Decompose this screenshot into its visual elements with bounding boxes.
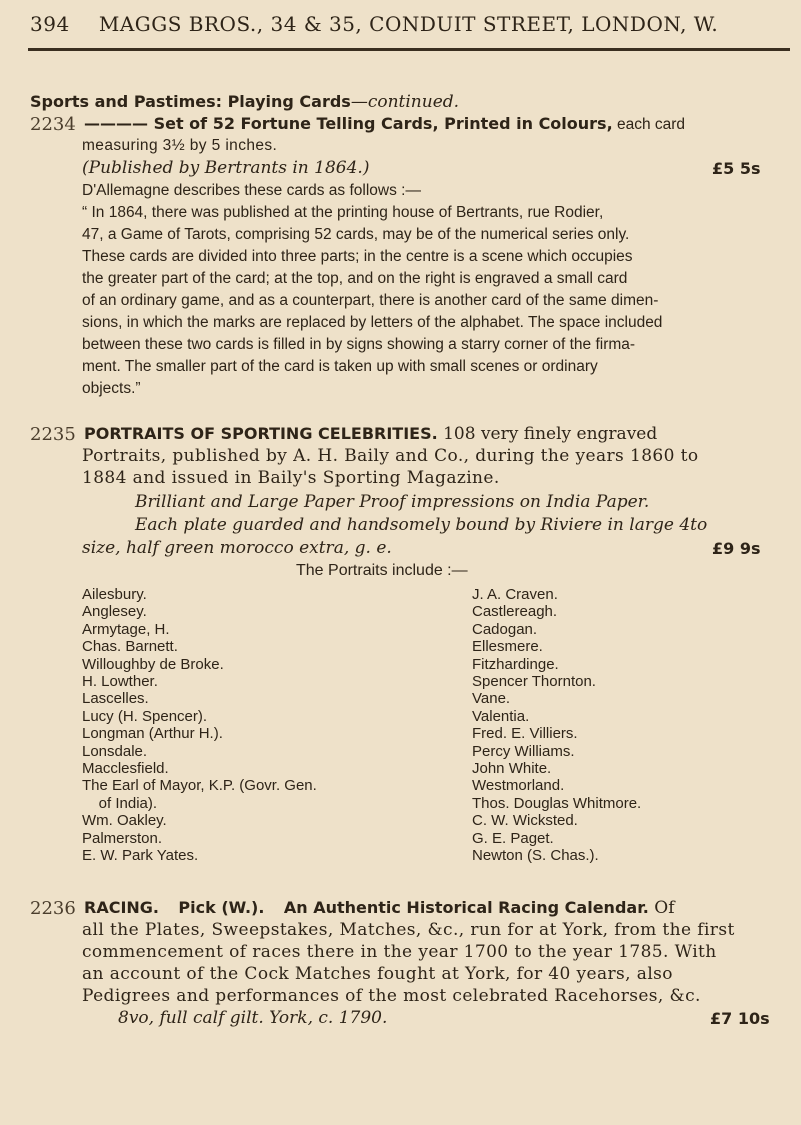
entry-2236-title-rest: Of bbox=[648, 898, 675, 918]
portrait-name: Cadogan. bbox=[472, 620, 538, 638]
entry-2235-line4: Brilliant and Large Paper Proof impressions on India Paper. bbox=[135, 492, 650, 512]
entry-2236-desc-0: all the Plates, Sweepstakes, Matches, &c., run for at York, from the first bbox=[82, 920, 735, 940]
entry-2236-imprint: 8vo, full calf gilt. York, c. 1790. bbox=[118, 1008, 388, 1028]
entry-2234-desc-1: “ In 1864, there was published at the printing house of Bertrants, rue Rodier, bbox=[82, 204, 604, 221]
entry-2235-line5: Each plate guarded and handsomely bound by Riviere in large 4to bbox=[135, 515, 708, 535]
portrait-name: J. A. Craven. bbox=[472, 586, 558, 603]
portrait-name: Anglesey. bbox=[82, 603, 147, 621]
running-header bbox=[30, 12, 790, 36]
portrait-name: Lascelles. bbox=[82, 690, 149, 708]
entry-2234-desc-0: D'Allemagne describes these cards as follows :— bbox=[82, 182, 421, 199]
entry-2235-title bbox=[84, 424, 657, 444]
portrait-name: Vane. bbox=[472, 690, 511, 708]
portraits-right-column bbox=[472, 586, 641, 865]
portrait-name: Lonsdale. bbox=[82, 742, 148, 760]
entry-2235-line3: 1884 and issued in Baily's Sporting Magazine. bbox=[82, 468, 500, 488]
section-heading-text: Sports and Pastimes: Playing Cards bbox=[30, 92, 351, 111]
portrait-name: Spencer Thornton. bbox=[472, 673, 596, 691]
entry-2234-desc-9: objects.” bbox=[82, 380, 141, 397]
entry-2236-desc-1: commencement of races there in the year 1700 to the year 1785. With bbox=[82, 942, 717, 962]
portrait-name: Macclesfield. bbox=[82, 760, 169, 778]
entry-number-2235: 2235 bbox=[30, 424, 76, 445]
entry-2234-desc-4: the greater part of the card; at the top, and on the right is engraved a small card bbox=[82, 270, 628, 287]
entry-2234-line2: measuring 3½ by 5 inches. bbox=[82, 137, 278, 154]
portrait-name: Newton (S. Chas.). bbox=[472, 847, 599, 865]
portrait-name: Chas. Barnett. bbox=[82, 638, 178, 656]
portrait-name: Palmerston. bbox=[82, 829, 163, 847]
entry-number-2236: 2236 bbox=[30, 898, 76, 919]
portrait-name: Valentia. bbox=[472, 707, 530, 725]
page-number: 394 bbox=[30, 12, 70, 36]
entry-2235-line2: Portraits, published by A. H. Baily and Co., during the years 1860 to bbox=[82, 446, 699, 466]
entry-2235-line6: size, half green morocco extra, g. e. bbox=[82, 538, 392, 558]
portrait-name: Armytage, H. bbox=[82, 620, 170, 638]
portrait-name: Ellesmere. bbox=[472, 638, 543, 656]
entry-2234-desc-6: sions, in which the marks are replaced by letters of the alphabet. The space included bbox=[82, 314, 663, 331]
portrait-name: Fred. E. Villiers. bbox=[472, 725, 578, 743]
entry-2236-title bbox=[84, 898, 675, 918]
entry-2234-published: (Published by Bertrants in 1864.) bbox=[82, 158, 370, 178]
portrait-name: C. W. Wicksted. bbox=[472, 812, 578, 830]
portrait-name: Westmorland. bbox=[472, 777, 565, 795]
section-heading bbox=[30, 92, 459, 112]
entry-number-2234: 2234 bbox=[30, 114, 76, 135]
entry-2234-desc-2: 47, a Game of Tarots, comprising 52 cards, may be of the numerical series only. bbox=[82, 226, 630, 243]
portrait-name: E. W. Park Yates. bbox=[82, 847, 199, 865]
portrait-name: Longman (Arthur H.). bbox=[82, 725, 223, 743]
portrait-name: Fitzhardinge. bbox=[472, 655, 559, 673]
entry-2236-author: Pick (W.). bbox=[178, 898, 265, 917]
running-title: MAGGS BROS., 34 & 35, CONDUIT STREET, LONDON, W. bbox=[98, 12, 719, 36]
entry-2236-price: £7 10s bbox=[710, 1009, 770, 1028]
entry-2235-title-bold: PORTRAITS OF SPORTING CELEBRITIES. bbox=[84, 424, 438, 443]
entry-2236-title2: An Authentic Historical Racing Calendar. bbox=[283, 898, 649, 917]
portraits-left-column bbox=[82, 586, 317, 865]
portrait-name: H. Lowther. bbox=[82, 673, 158, 691]
portrait-name: Willoughby de Broke. bbox=[82, 655, 224, 673]
entry-2236-desc-2: an account of the Cock Matches fought at York, for 40 years, also bbox=[82, 964, 673, 984]
portrait-name: G. E. Paget. bbox=[472, 829, 554, 847]
portrait-name: Castlereagh. bbox=[472, 603, 558, 621]
portrait-name: Lucy (H. Spencer). bbox=[82, 707, 208, 725]
entry-2234-title bbox=[84, 114, 685, 135]
entry-2234-desc-7: between these two cards is filled in by signs showing a starry corner of the firma- bbox=[82, 336, 636, 353]
entry-2234-price: £5 5s bbox=[712, 159, 761, 178]
portrait-name: The Earl of Mayor, K.P. (Govr. Gen. bbox=[82, 777, 317, 795]
entry-2235-portraits-intro: The Portraits include :— bbox=[296, 562, 468, 579]
entry-2236-desc-3: Pedigrees and performances of the most celebrated Racehorses, &c. bbox=[82, 986, 701, 1006]
entry-2234-desc-5: of an ordinary game, and as a counterpart, there is another card of the same dimen- bbox=[82, 292, 659, 309]
portrait-name: of India). bbox=[82, 794, 158, 812]
entry-2234-desc-8: ment. The smaller part of the card is taken up with small scenes or ordinary bbox=[82, 358, 598, 375]
portrait-name: John White. bbox=[472, 760, 552, 778]
entry-2234-title-bold: ———— Set of 52 Fortune Telling Cards, Printed in Colours, bbox=[84, 114, 613, 133]
portrait-name: Thos. Douglas Whitmore. bbox=[472, 794, 642, 812]
section-heading-suffix: —continued. bbox=[350, 92, 460, 112]
entry-2234-desc-3: These cards are divided into three parts; in the centre is a scene which occupies bbox=[82, 248, 633, 265]
header-rule bbox=[28, 48, 790, 51]
entry-2236-title-bold: RACING. bbox=[84, 898, 159, 917]
portrait-name: Ailesbury. bbox=[82, 586, 147, 603]
entry-2235-title-rest: 108 very finely engraved bbox=[437, 424, 658, 444]
entry-2235-price: £9 9s bbox=[712, 539, 761, 558]
portrait-name: Wm. Oakley. bbox=[82, 812, 167, 830]
portrait-name: Percy Williams. bbox=[472, 742, 575, 760]
entry-2234-title-rest: each card bbox=[612, 116, 686, 133]
